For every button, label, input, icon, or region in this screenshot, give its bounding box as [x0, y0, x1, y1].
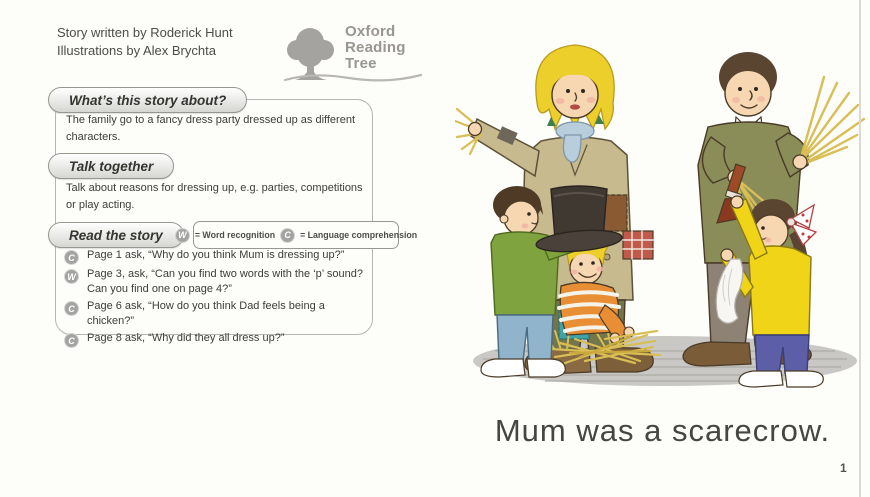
list-item	[64, 331, 364, 348]
comprehension-badge-icon: C	[64, 250, 79, 265]
credit-illustrator: Illustrations by Alex Brychta	[57, 43, 216, 58]
language-comprehension-badge-icon: C	[280, 228, 295, 243]
section-title-whats-this-story-about: What’s this story about?	[48, 87, 247, 113]
scarecrow-family-illustration	[455, 5, 870, 400]
patch-plaid	[623, 231, 653, 259]
comprehension-badge-icon: C	[64, 333, 79, 348]
story-caption: Mum was a scarecrow.	[494, 413, 831, 448]
read-story-question-list	[64, 248, 364, 350]
question-text: Page 1 ask, “Why do you think Mum is dressing up?”	[87, 249, 345, 261]
section-title-talk-together: Talk together	[48, 153, 174, 179]
oxford-reading-tree-logo	[283, 20, 423, 88]
list-item	[64, 248, 364, 265]
logo-text: Oxford Reading Tree	[345, 23, 406, 72]
question-text: Page 6 ask, “How do you think Dad feels being a chicken?”	[87, 300, 325, 327]
list-item	[64, 299, 364, 329]
list-item	[64, 267, 364, 297]
word-recognition-badge-icon: W	[175, 228, 190, 243]
question-text: Page 3, ask, “Can you find two words with the ‘p’ sound? Can you find one on page 4?”	[87, 268, 363, 295]
word-recognition-label: = Word recognition	[194, 230, 276, 240]
story-about-text: The family go to a fancy dress party dressed up as different characters.	[66, 114, 356, 143]
question-text: Page 8 ask, “Why did they all dress up?”	[87, 332, 285, 344]
page-edge-shadow	[859, 0, 861, 497]
page-number: 1	[840, 461, 847, 475]
word-recognition-badge-icon: W	[64, 269, 79, 284]
language-comprehension-label: = Language comprehension	[300, 230, 418, 240]
credits	[57, 24, 233, 60]
section-title-read-the-story: Read the story	[48, 222, 184, 248]
comprehension-badge-icon: C	[64, 301, 79, 316]
credit-author: Story written by Roderick Hunt	[57, 25, 233, 40]
legend-box	[178, 221, 418, 249]
talk-together-text: Talk about reasons for dressing up, e.g. parties, competitions or play acting.	[66, 182, 363, 211]
